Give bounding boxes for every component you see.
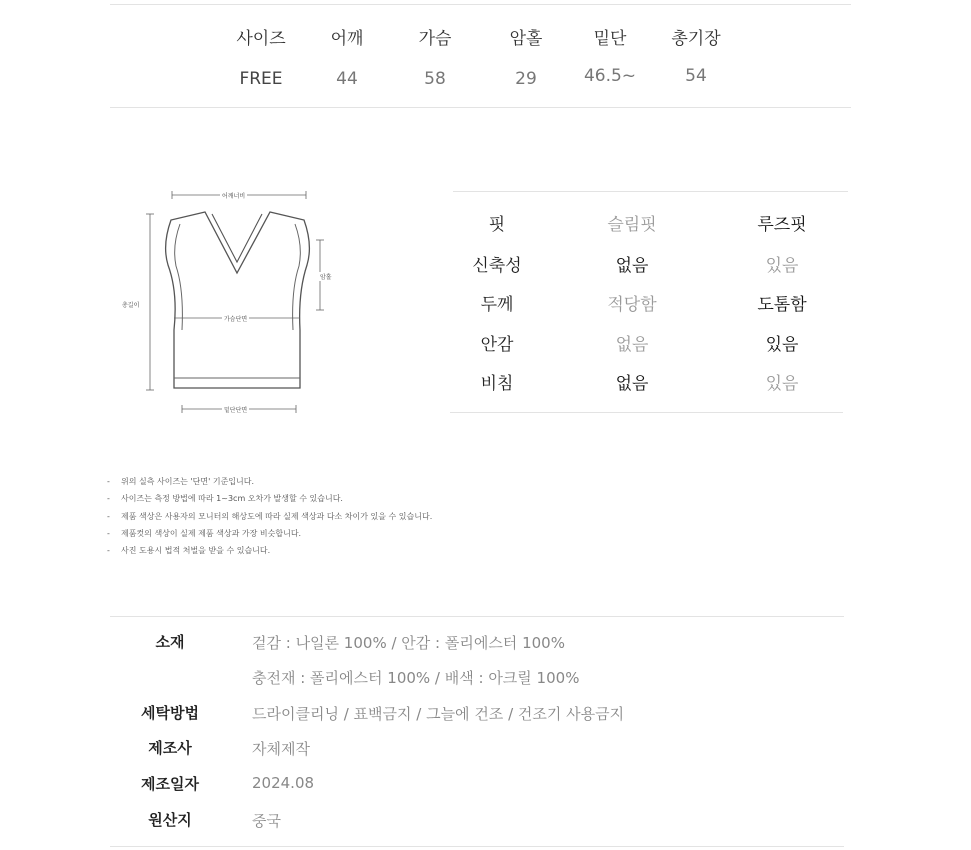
washing-value: 드라이클리닝 / 표백금지 / 그늘에 건조 / 건조기 사용금지 — [252, 705, 625, 723]
notice-item: - 사이즈는 측정 방법에 따라 1~3cm 오차가 발생할 수 있습니다. — [107, 494, 343, 503]
notice-text: 사진 도용시 법적 처벌을 받을 수 있습니다. — [121, 546, 271, 555]
vest-size-diagram — [110, 180, 350, 420]
fit-option-1: 슬림핏 — [607, 215, 657, 235]
size-value-hem: 46.5~ — [583, 66, 637, 86]
size-header-armhole: 암홀 — [509, 29, 543, 49]
material-value-line2: 충전재 : 폴리에스터 100% / 배색 : 아크릴 100% — [252, 669, 580, 687]
notice-item: - 위의 실측 사이즈는 '단면' 기준입니다. — [107, 477, 255, 486]
size-table-bottom-rule — [110, 107, 851, 108]
diagram-label-armhole: 암홀 — [320, 274, 332, 281]
notice-item: - 사진 도용시 법적 처벌을 받을 수 있습니다. — [107, 546, 271, 555]
size-value-length: 54 — [685, 66, 707, 86]
fit-row-label: 안감 — [480, 335, 514, 355]
info-table-bottom-rule — [110, 846, 844, 847]
size-value-chest: 58 — [424, 69, 446, 89]
notice-text: 사이즈는 측정 방법에 따라 1~3cm 오차가 발생할 수 있습니다. — [121, 494, 343, 503]
fit-row-label: 비침 — [480, 374, 514, 394]
fit-option-2: 있음 — [765, 256, 799, 276]
fit-option-1: 없음 — [615, 335, 649, 355]
diagram-label-hem: 밑단단면 — [224, 407, 248, 414]
fit-option-2: 루즈핏 — [757, 215, 807, 235]
size-value-size: FREE — [239, 69, 283, 89]
fit-row-label: 핏 — [488, 215, 506, 235]
manufacture-date-value: 2024.08 — [252, 774, 315, 792]
fit-row-label: 두께 — [480, 295, 514, 315]
fit-option-2: 있음 — [765, 335, 799, 355]
fit-option-2: 있음 — [765, 374, 799, 394]
notice-text: 위의 실측 사이즈는 '단면' 기준입니다. — [121, 477, 255, 486]
size-header-shoulder: 어깨 — [330, 29, 364, 49]
size-header-chest: 가슴 — [418, 29, 452, 49]
fit-option-1: 없음 — [615, 256, 649, 276]
maker-label: 제조사 — [148, 739, 192, 757]
diagram-label-shoulder: 어깨너비 — [222, 193, 246, 200]
fit-option-1: 적당함 — [607, 295, 657, 315]
fit-row-label: 신축성 — [472, 256, 522, 276]
notice-item: - 제품 색상은 사용자의 모니터의 해상도에 따라 실제 색상과 다소 차이가 있을 수 있습니다. — [107, 512, 433, 521]
origin-value: 중국 — [252, 812, 281, 830]
notice-text: 제품컷의 색상이 실제 제품 색상과 가장 비슷합니다. — [121, 529, 302, 538]
notice-text: 제품 색상은 사용자의 모니터의 해상도에 따라 실제 색상과 다소 차이가 있을 수 있습니다. — [121, 512, 433, 521]
fit-table-top-rule — [453, 191, 848, 192]
size-header-length: 총기장 — [671, 29, 721, 49]
material-label: 소재 — [155, 633, 185, 651]
diagram-label-chest: 가슴단면 — [224, 316, 248, 323]
material-value-line1: 겉감 : 나일론 100% / 안감 : 폴리에스터 100% — [252, 634, 565, 652]
vest-outline-illustration — [110, 180, 350, 420]
fit-table-bottom-rule — [450, 412, 843, 413]
info-table-top-rule — [110, 616, 844, 617]
size-header-hem: 밑단 — [593, 29, 627, 49]
size-header-size: 사이즈 — [236, 29, 286, 49]
washing-label: 세탁방법 — [141, 704, 199, 722]
notice-item: - 제품컷의 색상이 실제 제품 색상과 가장 비슷합니다. — [107, 529, 302, 538]
maker-value: 자체제작 — [252, 740, 310, 758]
manufacture-date-label: 제조일자 — [141, 775, 199, 793]
size-value-armhole: 29 — [515, 69, 537, 89]
size-table-top-rule — [110, 4, 851, 5]
size-value-shoulder: 44 — [336, 69, 358, 89]
diagram-label-length: 총길이 — [122, 302, 140, 309]
fit-option-1: 없음 — [615, 374, 649, 394]
fit-option-2: 도톰함 — [757, 295, 807, 315]
origin-label: 원산지 — [148, 811, 192, 829]
